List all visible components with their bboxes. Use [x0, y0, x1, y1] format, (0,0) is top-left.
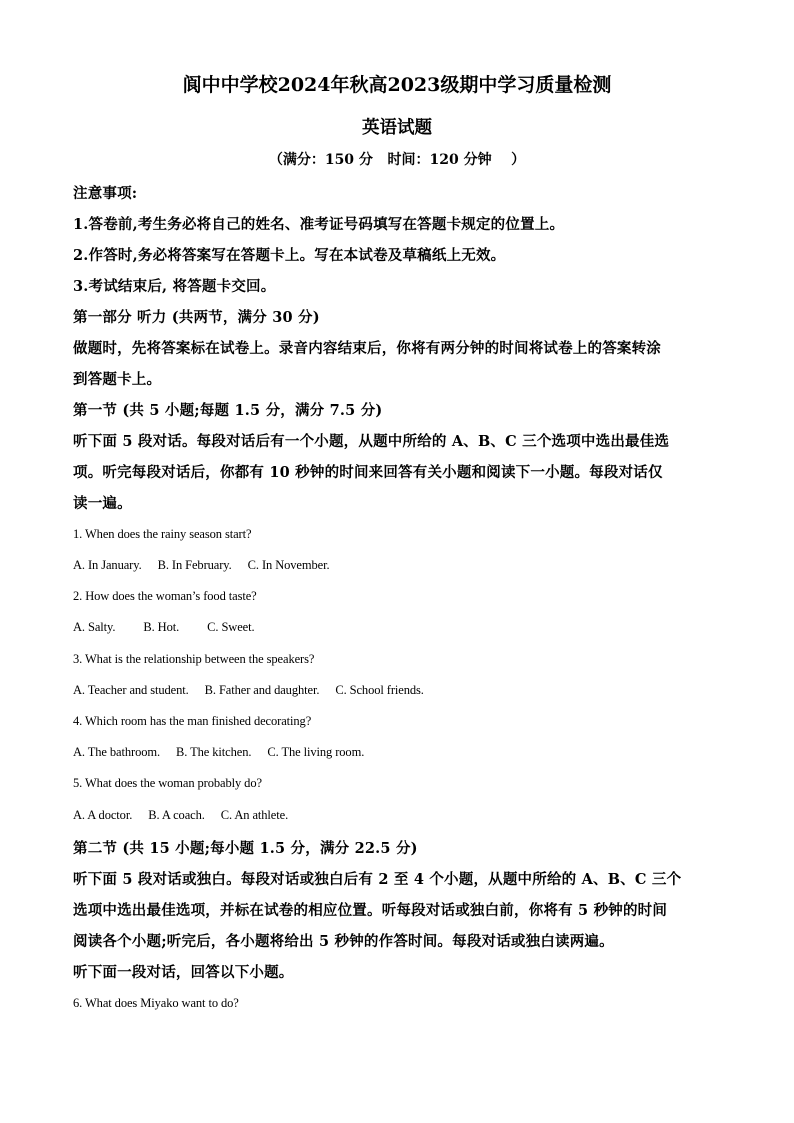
question-3: 3. What is the relationship between the speakers?: [73, 652, 315, 666]
dialogue-intro: 听下面一段对话，回答以下小题。: [73, 964, 294, 981]
part1-heading: 第一部分 听力 (共两节，满分 30 分): [73, 309, 320, 326]
option-c: C. The living room.: [267, 745, 365, 759]
section2-heading: 第二节 (共 15 小题;每小题 1.5 分，满分 22.5 分): [73, 840, 418, 857]
notice-heading: 注意事项:: [73, 185, 138, 202]
question-2-options: [73, 620, 271, 635]
option-a: A. The bathroom.: [73, 745, 161, 759]
section1-instructions-line1: 听下面 5 段对话。每段对话后有一个小题，从题中所给的 A、B、C 三个选项中选出最佳选: [73, 433, 670, 450]
exam-title: 阆中中学校2024年秋高2023级期中学习质量检测: [182, 74, 612, 96]
question-1: 1. When does the rainy season start?: [73, 527, 252, 541]
section1-instructions-line3: 读一遍。: [73, 495, 132, 512]
section2-instructions-line1: 听下面 5 段对话或独白。每段对话或独白后有 2 至 4 个小题，从题中所给的 A、B、C 三个: [73, 871, 682, 888]
question-6: 6. What does Miyako want to do?: [73, 996, 239, 1010]
question-1-options: [73, 558, 346, 573]
option-c: C. An athlete.: [220, 808, 289, 822]
option-b: B. In February.: [157, 558, 232, 572]
part1-instructions-line2: 到答题卡上。: [73, 371, 162, 388]
option-b: B. Hot.: [143, 620, 180, 634]
option-c: C. In November.: [247, 558, 330, 572]
option-c: C. School friends.: [335, 683, 424, 697]
question-4: 4. Which room has the man finished decorating?: [73, 714, 312, 728]
section1-instructions-line2: 项。听完每段对话后，你都有 10 秒钟的时间来回答有关小题和阅读下一小题。每段对话仅: [73, 464, 663, 481]
question-4-options: [73, 745, 380, 760]
question-5-options: [73, 808, 304, 823]
option-a: A. Teacher and student.: [73, 683, 189, 697]
exam-info: （满分：150 分 时间：120 分钟 ）: [268, 152, 526, 168]
notice-item-1: 1.答卷前,考生务必将自己的姓名、准考证号码填写在答题卡规定的位置上。: [73, 216, 565, 233]
section1-heading: 第一节 (共 5 小题;每题 1.5 分，满分 7.5 分): [73, 402, 383, 419]
question-3-options: [73, 683, 440, 698]
option-a: A. Salty.: [73, 620, 116, 634]
option-b: B. A coach.: [148, 808, 205, 822]
option-a: A. A doctor.: [73, 808, 133, 822]
section2-instructions-line3: 阅读各个小题;听完后，各小题将给出 5 秒钟的作答时间。每段对话或独白读两遍。: [73, 933, 614, 950]
notice-item-3: 3.考试结束后, 将答题卡交回。: [73, 278, 276, 295]
option-a: A. In January.: [73, 558, 142, 572]
option-b: B. The kitchen.: [176, 745, 252, 759]
notice-item-2: 2.作答时,务必将答案写在答题卡上。写在本试卷及草稿纸上无效。: [73, 247, 506, 264]
question-2: 2. How does the woman’s food taste?: [73, 589, 257, 603]
subject-title: 英语试题: [362, 118, 432, 138]
part1-instructions-line1: 做题时，先将答案标在试卷上。录音内容结束后，你将有两分钟的时间将试卷上的答案转涂: [73, 340, 661, 357]
option-b: B. Father and daughter.: [204, 683, 320, 697]
question-5: 5. What does the woman probably do?: [73, 776, 262, 790]
option-c: C. Sweet.: [207, 620, 255, 634]
section2-instructions-line2: 选项中选出最佳选项，并标在试卷的相应位置。听每段对话或独白前，你将有 5 秒钟的时间: [73, 902, 668, 919]
